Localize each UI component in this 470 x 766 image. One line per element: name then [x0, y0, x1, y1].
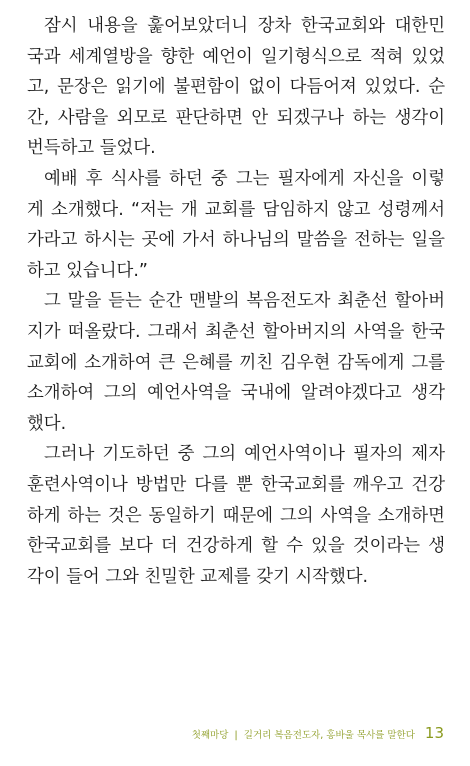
running-footer: [192, 724, 444, 746]
text-line: 한국교회를 보다 더 건강하게 할 수 있을 것이라는 생: [27, 536, 445, 557]
text-line: 그러나 기도하던 중 그의 예언사역이나 필자의 제자: [44, 444, 445, 465]
text-line: 예배 후 식사를 하던 중 그는 필자에게 자신을 이렇: [44, 168, 445, 189]
text-line: 소개하여 그의 예언사역을 국내에 알려야겠다고 생각: [27, 383, 445, 404]
text-line: 하고 있습니다.”: [27, 260, 148, 281]
text-line: 게 소개했다. “저는 개 교회를 담임하지 않고 성령께서: [27, 199, 445, 220]
footer-section-label: 첫째마당: [191, 730, 229, 741]
body-text: [27, 11, 445, 592]
text-line: 국과 세계열방을 향한 예언이 일기형식으로 적혀 있었: [27, 46, 445, 67]
text-line: 지가 떠올랐다. 그래서 최춘선 할아버지의 사역을 한국: [27, 321, 445, 342]
text-line: 했다.: [27, 413, 67, 434]
text-line: 번득하고 들었다.: [27, 138, 156, 159]
footer-book-title: 길거리 복음전도자, 홍바울 목사를 말한다: [243, 730, 415, 741]
text-line: 잠시 내용을 훑어보았더니 장차 한국교회와 대한민: [44, 16, 445, 36]
text-line: 간, 사람을 외모로 판단하면 안 되겠구나 하는 생각이: [27, 107, 445, 128]
text-line: 교회에 소개하여 큰 은혜를 끼친 김우현 감독에게 그를: [27, 352, 445, 373]
text-line: 하게 하는 것은 동일하기 때문에 그의 사역을 소개하면: [27, 505, 445, 526]
text-line: 고, 문장은 읽기에 불편함이 없이 다듬어져 있었다. 순: [27, 77, 445, 98]
text-line: 가라고 하시는 곳에 가서 하나님의 말씀을 전하는 일을: [27, 230, 445, 251]
text-line: 훈련사역이나 방법만 다를 뿐 한국교회를 깨우고 건강: [27, 474, 445, 495]
footer-separator: |: [234, 730, 238, 741]
page-number: 13: [424, 724, 444, 742]
text-line: 각이 들어 그와 친밀한 교제를 갖기 시작했다.: [27, 566, 369, 587]
text-line: 그 말을 듣는 순간 맨발의 복음전도자 최춘선 할아버: [44, 291, 445, 312]
